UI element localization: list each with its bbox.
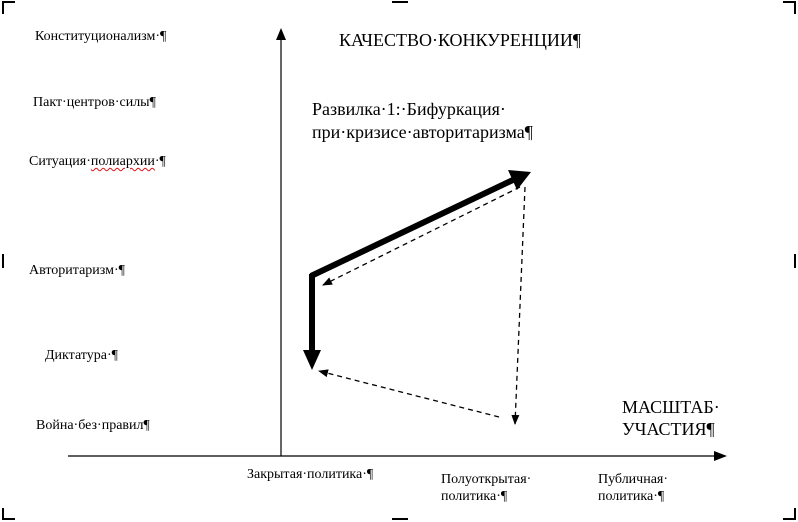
page-corner-marks [3,2,795,519]
x-axis [68,451,727,461]
y-category-constitutionalism: Конституционализм·¶ [35,29,167,44]
y-axis [276,28,286,456]
y-category-authoritarianism: Авторитаризм·¶ [29,263,125,278]
y-axis-title: КАЧЕСТВО·КОНКУРЕНЦИИ¶ [339,30,582,50]
x-category-closed-politics: Закрытая·политика·¶ [247,467,374,482]
main-transition-arrows [303,170,531,370]
y-category-polyarchy-prefix: Ситуация· [29,154,91,169]
y-category-polyarchy-suffix: ·¶ [154,154,166,169]
spellcheck-underlined-word: полиархии [90,154,155,169]
x-category-semi-open-politics: Полуоткрытая· политика·¶ [441,472,532,504]
y-category-elite-pact: Пакт·центров·силы¶ [33,95,156,110]
y-category-polyarchy [29,155,166,169]
y-category-dictatorship: Диктатура·¶ [45,348,118,363]
x-category-public-politics: Публичная· политика·¶ [598,472,669,504]
bifurcation-annotation: Развилка·1:·Бифуркация· при·кризисе·авторитаризма¶ [312,99,533,142]
y-category-war-without-rules: Война·без·правил¶ [36,418,150,433]
x-axis-title: МАСШТАБ· УЧАСТИЯ¶ [622,397,720,439]
arrowhead-down [303,350,321,370]
